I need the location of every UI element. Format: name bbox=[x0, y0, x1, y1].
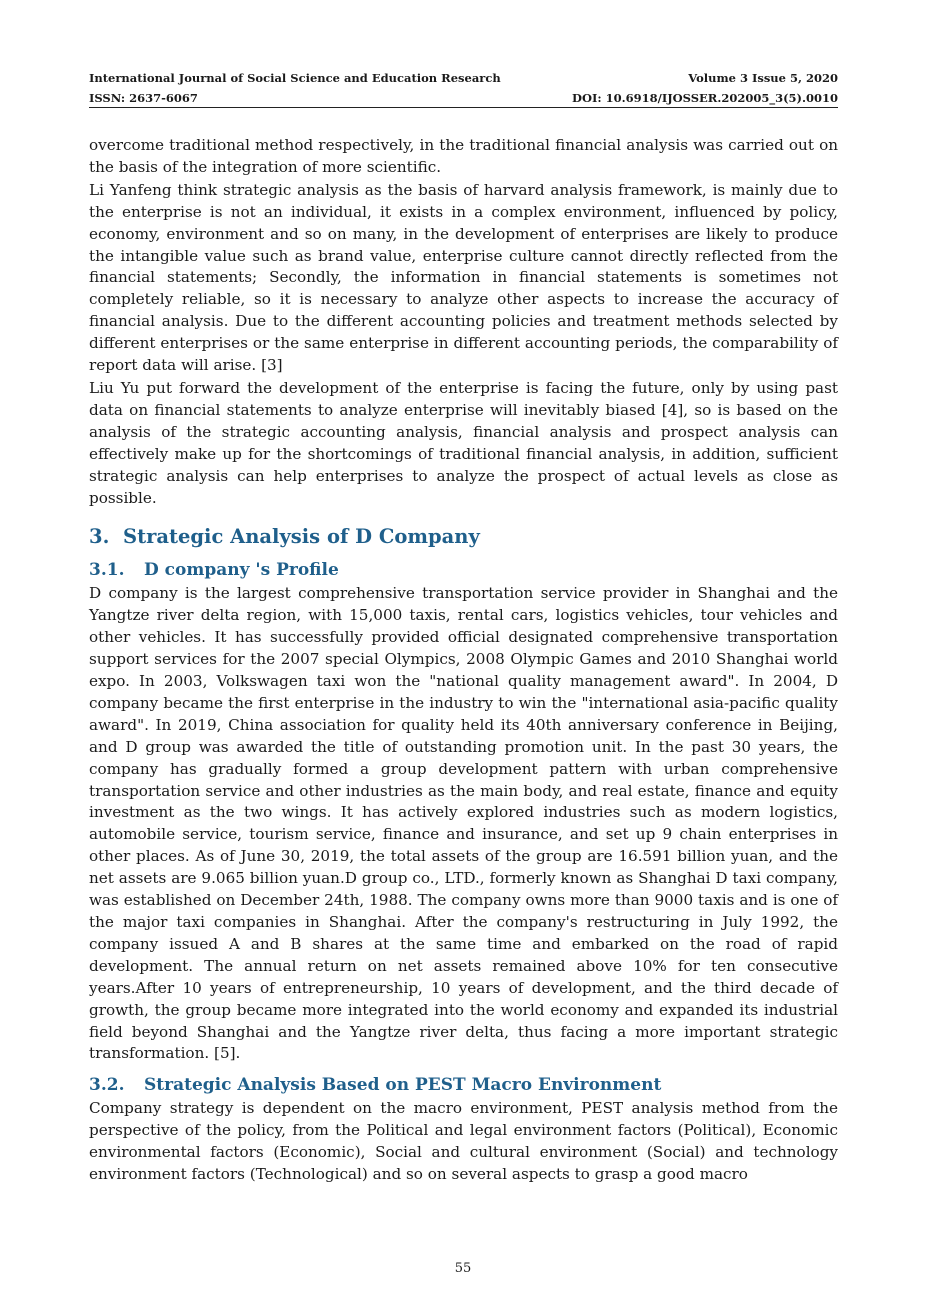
section-heading-3 bbox=[89, 525, 838, 549]
subsection-heading-3-2 bbox=[89, 1074, 838, 1096]
page-number: 55 bbox=[454, 1261, 472, 1276]
subsection-title: Strategic Analysis Based on PEST Macro Environment bbox=[144, 1075, 662, 1096]
paragraph-1: overcome traditional method respectively, in the traditional financial analysis was carried out on the basis of the integration of more scientific. bbox=[89, 136, 838, 176]
section-title: Strategic Analysis of D Company bbox=[123, 525, 480, 549]
running-header-bottom bbox=[89, 91, 838, 105]
article-body bbox=[89, 135, 838, 1187]
subsection-number: 3.2. bbox=[89, 1075, 125, 1096]
section-number: 3. bbox=[89, 525, 110, 549]
paragraph-4: D company is the largest comprehensive transportation service provider in Shanghai and the Yangtze river delta region, with 15,000 taxis, rental cars, logistics vehicles, tour vehicles and other vehicles. It has successfully provided official designated comprehensive transportation support services for the 2007 special Olympics, 2008 Olympic Games and 2010 Shanghai world expo. In 2003, Volkswagen taxi won the "national quality management award". In 2004, D company became the first enterprise in the industry to win the "international asia-pacific quality award". In 2019, China association for quality held its 40th anniversary conference in Beijing, and D group was awarded the title of outstanding promotion unit. In the past 30 years, the company has gradually formed a group development pattern with urban comprehensive transportation service and other industries as the main body, and real estate, finance and equity investment as the two wings. It has actively explored industries such as modern logistics, automobile service, tourism service, finance and insurance, and set up 9 chain enterprises in other places. As of June 30, 2019, the total assets of the group are 16.591 billion yuan, and the net assets are 9.065 billion yuan.D group co., LTD., formerly known as Shanghai D taxi company, was established on December 24th, 1988. The company owns more than 9000 taxis and is one of the major taxi companies in Shanghai. After the company's restructuring in July 1992, the company issued A and B shares at the same time and embarked on the road of rapid development. The annual return on net assets remained above 10% for ten consecutive years.After 10 years of entrepreneurship, 10 years of development, and the third decade of growth, the group became more integrated into the world economy and expanded its industrial field beyond Shanghai and the Yangtze river delta, thus facing a more important strategic transformation. [5]. bbox=[89, 584, 838, 1063]
journal-title: International Journal of Social Science and Education Research bbox=[89, 71, 501, 85]
paragraph-3: Liu Yu put forward the development of the enterprise is facing the future, only by using past data on financial statements to analyze enterprise will inevitably biased [4], so is based on the analysis of the strategic accounting analysis, financial analysis and prospect analysis can effectively make up for the shortcomings of traditional financial analysis, in addition, sufficient strategic analysis can help enterprises to analyze the prospect of actual levels as close as possible. bbox=[89, 378, 838, 507]
running-header-top bbox=[89, 71, 838, 85]
subsection-heading-3-1 bbox=[89, 559, 838, 581]
subsection-number: 3.1. bbox=[89, 560, 125, 581]
header-divider bbox=[89, 107, 838, 108]
paragraph-5: Company strategy is dependent on the macro environment, PEST analysis method from the perspective of the policy, from the Political and legal environment factors (Political), Economic environmental factors (Economic), Social and cultural environment (Social) and technology environment factors (Technological) and so on several aspects to grasp a good macro bbox=[89, 1099, 838, 1184]
issn: ISSN: 2637-6067 bbox=[89, 91, 198, 105]
subsection-title: D company 's Profile bbox=[144, 560, 339, 581]
volume-info: Volume 3 Issue 5, 2020 bbox=[688, 71, 838, 85]
doi: DOI: 10.6918/IJOSSER.202005_3(5).0010 bbox=[571, 91, 838, 105]
paragraph-2: Li Yanfeng think strategic analysis as the basis of harvard analysis framework, is mainly due to the enterprise is not an individual, it exists in a complex environment, influenced by policy, economy, environment and so on many, in the development of enterprises are likely to produce the intangible value such as brand value, enterprise culture cannot directly reflected from the financial statements; Secondly, the information in financial statements is sometimes not completely reliable, so it is necessary to analyze other aspects to increase the accuracy of financial analysis. Due to the different accounting policies and treatment methods selected by different enterprises or the same enterprise in different accounting periods, the comparability of report data will arise. [3] bbox=[89, 180, 838, 375]
